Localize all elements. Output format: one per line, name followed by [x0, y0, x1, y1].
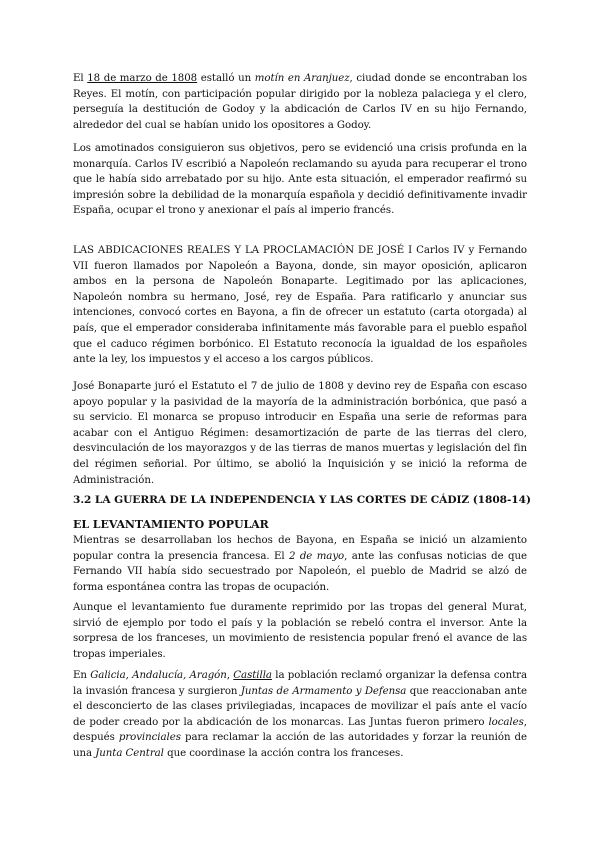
- paragraph-jose-bonaparte: José Bonaparte juró el Estatuto el 7 de julio de 1808 y devino rey de España con escaso apoyo popular y la pasividad de la mayoría de la administración borbónica, que pasó a su servicio. El monarca se propuso introducir en España una serie de reformas para acabar con el Antiguo Régimen: desamortización de parte de las tierras del clero, desvinculación de los mayorazgos y de las tierras de manos muertas y legislación del fin del régimen señorial. Por último, se abolió la Inquisición y se inició la reforma de Administración.: [73, 381, 527, 486]
- paragraph-alzamiento: [73, 533, 527, 595]
- paragraph-levantamiento: Aunque el levantamiento fue duramente reprimido por las tropas del general Murat, sirvió de ejemplo por todo el país y la población se rebeló contra el inversor. Ante la sorpresa de los franceses, un movimiento de resistencia popular frenó el avance de las tropas imperiales.: [73, 602, 527, 660]
- text-run: ,: [226, 670, 234, 681]
- text-run: que reaccionaban ante el desconcierto de las clases privilegiadas, incapaces de movilizar el país ante el vacío de poder creado por la abdicación de los monarcas. Las Juntas fueron primero: [73, 685, 527, 728]
- text-run: El: [73, 73, 88, 84]
- text-run: , después: [73, 716, 527, 744]
- date-underlined: 18 de marzo de 1808: [87, 73, 198, 84]
- section-heading: 3.2 LA GUERRA DE LA INDEPENDENCIA Y LAS CORTES DE CÁDIZ (1808-14): [73, 494, 531, 506]
- provinciales-italic: provinciales: [118, 732, 181, 744]
- text-run: En: [73, 670, 91, 681]
- paragraph-crisis-monarquia: Los amotinados consiguieron sus objetivos, pero se evidenció una crisis profunda en la monarquía. Carlos IV escribió a Napoleón reclamando su ayuda para recuperar el trono que le había sido arrebatado por su hijo. Ante esta situación, el emperador reafirmó su impresión sobre la debilidad de la monarquía española y decidió definitivamente invadir España, ocupar el trono y anexionar el país al imperio francés.: [73, 143, 527, 217]
- paragraph-juntas: [73, 668, 527, 762]
- junta-central-italic: Junta Central: [95, 747, 164, 759]
- regions-italic: Galicia, Andalucía, Aragón: [90, 670, 227, 681]
- locales-italic: locales: [488, 716, 524, 728]
- text-run: que coordinase la acción contra los franceses.: [163, 747, 404, 759]
- text-run: para reclamar la acción de las autoridades y forzar la reunión de una: [73, 732, 527, 759]
- motin-italic: motín en Aranjuez: [254, 73, 350, 84]
- dos-de-mayo-italic: 2 de mayo: [288, 550, 345, 562]
- text-run: Mientras se desarrollaban los hechos de Bayona, en España se inició un alzamiento popular contra la presencia francesa. El: [73, 535, 527, 562]
- paragraph-abdicaciones: LAS ABDICACIONES REALES Y LA PROCLAMACIÓN DE JOSÉ I Carlos IV y Fernando VII fueron llamados por Napoleón a Bayona, donde, sin mayor oposición, aplicaron ambos en la persona de Napoleón Bonaparte. Legitimado por las aplicaciones, Napoleón nombra su hermano, José, rey de España. Para ratificarlo y anunciar sus intenciones, convocó cortes en Bayona, a fin de ofrecer un estatuto (carta otorgada) al país, que el emperador consideraba infinitamente más favorable para el pueblo español que el caduco régimen borbónico. El Estatuto reconocía la igualdad de los españoles ante la ley, los impuestos y el acceso a los cargos públicos.: [73, 245, 527, 366]
- text-run: estalló un: [197, 73, 255, 84]
- juntas-armamento-italic: Juntas de Armamento y Defensa: [240, 685, 407, 697]
- text-run: la población reclamó organizar la defensa contra la invasión francesa y surgieron: [73, 670, 527, 697]
- subsection-heading: EL LEVANTAMIENTO POPULAR: [73, 518, 269, 531]
- paragraph-motin-aranjuez: [73, 71, 527, 133]
- castilla-italic: Castilla: [233, 670, 272, 681]
- text-run: , ciudad donde se encontraban los Reyes. El motín, con participación popular dirigido por la nobleza palaciega y el clero, perseguía la destitución de Godoy y la abdicación de Carlos IV en su hijo Fernando, alrededor del cual se habían unido los opositores a Godoy.: [73, 73, 528, 131]
- text-run: , ante las confusas noticias de que Fernando VII había sido secuestrado por Napoleón, el pueblo de Madrid se alzó de forma espontánea contra las tropas de ocupación.: [73, 550, 527, 593]
